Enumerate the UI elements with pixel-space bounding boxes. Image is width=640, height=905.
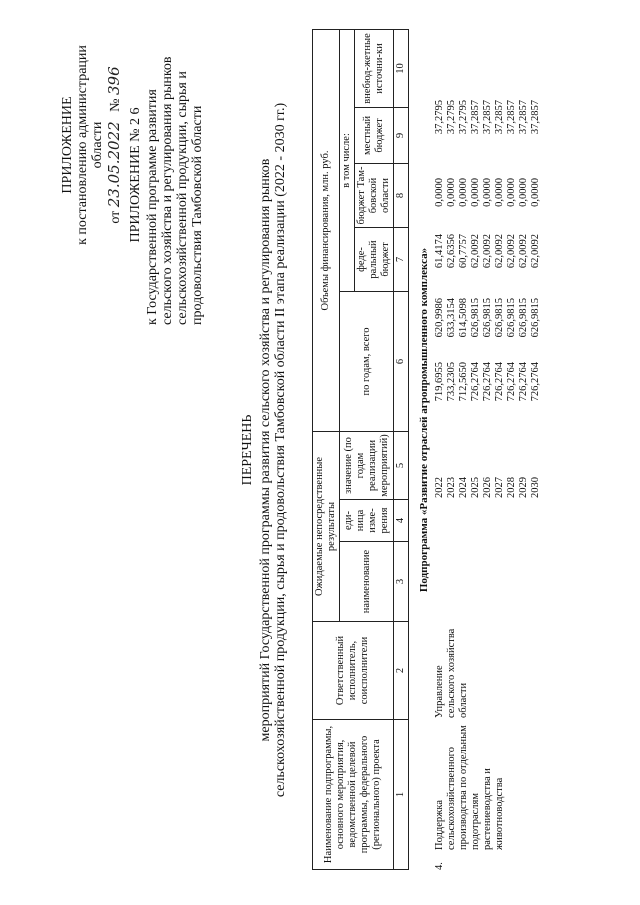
column-number: 3 (394, 542, 409, 622)
column-number: 10 (394, 29, 409, 107)
row-federal: 626,9815 (494, 298, 505, 338)
header-row-1 (313, 29, 340, 869)
header-federal: феде-ральный бюджет (355, 227, 394, 291)
document-title-line: сельскохозяйственной продукции, сырья и продовольствия Тамбовской области II этапа реализации (2022 - 2030 гг.) (273, 102, 288, 798)
row-total: 719,6955 (434, 362, 445, 402)
table-row (458, 30, 470, 500)
header-regional: бюджет Там-бовской области (355, 163, 394, 227)
column-number: 2 (394, 622, 409, 720)
row-year: 2030 (530, 477, 541, 498)
appendix2-line: сельского хозяйства и регулирования рынков (160, 56, 175, 325)
row-extrabudget: 37,2857 (506, 100, 517, 135)
column-numbers-row (394, 29, 409, 869)
item-number: 4. (434, 862, 445, 870)
row-year: 2028 (506, 477, 517, 498)
appendix2-line: сельскохозяйственной продукции, сырья и (175, 71, 190, 325)
row-total: 726,2764 (482, 362, 493, 402)
measures-table (312, 29, 409, 870)
header-name: Наименование подпрограммы, основного мероприятия, ведомственной целевой программы, федерального (регионального) проекта (313, 720, 394, 870)
row-total: 712,5650 (458, 362, 469, 402)
row-total: 726,2764 (494, 362, 505, 402)
column-number: 4 (394, 500, 409, 542)
row-local: 0,0000 (494, 178, 505, 207)
row-local: 0,0000 (446, 178, 457, 207)
row-federal: 626,9815 (470, 298, 481, 338)
row-federal: 614,5098 (458, 298, 469, 338)
header-value: значение (по годам реализации мероприятий) (340, 431, 394, 499)
column-number: 9 (394, 107, 409, 163)
row-regional: 62,0092 (482, 234, 493, 269)
funding-rows (434, 30, 542, 500)
table-row (506, 30, 518, 500)
item-name: Поддержка сельскохозяйственного производства по отдельным подотраслям растениеводства и животноводства (434, 725, 505, 850)
row-year: 2023 (446, 477, 457, 498)
table-row (470, 30, 482, 500)
row-regional: 60,7757 (458, 234, 469, 269)
row-federal: 626,9815 (506, 298, 517, 338)
header-including: в том числе: (340, 29, 355, 291)
row-federal: 626,9815 (482, 298, 493, 338)
appendix2-line: к Государственной программе развития (145, 89, 160, 325)
item-executor: Управление сельского хозяйства области (434, 628, 469, 718)
row-total: 726,2764 (518, 362, 529, 402)
row-extrabudget: 37,2857 (494, 100, 505, 135)
appendix-header (60, 25, 123, 265)
column-number: 7 (394, 227, 409, 291)
row-extrabudget: 37,2795 (458, 100, 469, 135)
table-row (482, 30, 494, 500)
appendix-date-line (107, 25, 123, 265)
column-number: 6 (394, 291, 409, 431)
appendix-title: ПРИЛОЖЕНИЕ (60, 96, 75, 194)
row-year: 2022 (434, 477, 445, 498)
row-total: 726,2764 (506, 362, 517, 402)
row-regional: 62,0092 (530, 234, 541, 269)
table-row (434, 30, 446, 500)
document-title (240, 30, 288, 870)
header-extrabudget: внебюд-жетные источни-ки (355, 29, 394, 107)
header-total: по годам, всего (340, 291, 394, 431)
table-row (518, 30, 530, 500)
appendix2-block (128, 25, 205, 325)
row-federal: 626,9815 (530, 298, 541, 338)
column-number: 5 (394, 431, 409, 499)
document-heading: ПЕРЕЧЕНЬ (240, 414, 255, 486)
row-regional: 62,0092 (518, 234, 529, 269)
appendix2-line: продовольствия Тамбовской области (190, 105, 205, 325)
row-total: 726,2764 (470, 362, 481, 402)
row-extrabudget: 37,2795 (434, 100, 445, 135)
row-regional: 62,0092 (470, 234, 481, 269)
column-number: 8 (394, 163, 409, 227)
row-year: 2025 (470, 477, 481, 498)
row-year: 2029 (518, 477, 529, 498)
table-row (494, 30, 506, 500)
row-extrabudget: 37,2857 (518, 100, 529, 135)
header-expected-results: Ожидаемые непосредственные результаты (313, 431, 340, 621)
row-extrabudget: 37,2795 (446, 100, 457, 135)
date-prefix: от (108, 210, 123, 224)
row-local: 0,0000 (518, 178, 529, 207)
row-federal: 626,9815 (518, 298, 529, 338)
row-year: 2027 (494, 477, 505, 498)
document-title-line: мероприятий Государственной программы развития сельского хозяйства и регулирования рынков (258, 158, 273, 742)
row-regional: 62,6356 (446, 234, 457, 269)
number-prefix: № (108, 98, 123, 112)
row-total: 726,2764 (530, 362, 541, 402)
row-federal: 633,3154 (446, 298, 457, 338)
subprogram-title: Подпрограмма «Развитие отраслей агропромышленного комплекса» (418, 247, 430, 593)
row-local: 0,0000 (482, 178, 493, 207)
table-row (530, 30, 542, 500)
table-row (446, 30, 458, 500)
row-regional: 61,4174 (434, 234, 445, 269)
row-local: 0,0000 (506, 178, 517, 207)
row-total: 733,2305 (446, 362, 457, 402)
row-extrabudget: 37,2857 (470, 100, 481, 135)
row-year: 2026 (482, 477, 493, 498)
header-result-name: наименование (340, 542, 394, 622)
row-regional: 62,0092 (494, 234, 505, 269)
row-extrabudget: 37,2857 (482, 100, 493, 135)
handwritten-date: 23.05.2022 (105, 121, 123, 208)
row-regional: 62,0092 (506, 234, 517, 269)
header-local: местный бюджет (355, 107, 394, 163)
row-extrabudget: 37,2857 (530, 100, 541, 135)
row-local: 0,0000 (530, 178, 541, 207)
row-local: 0,0000 (458, 178, 469, 207)
appendix-line: к постановлению администрации области (75, 45, 105, 245)
row-year: 2024 (458, 477, 469, 498)
row-local: 0,0000 (434, 178, 445, 207)
header-unit: еди-ница изме-рения (340, 500, 394, 542)
header-executor: Ответственный исполнитель, соисполнители (313, 622, 394, 720)
column-number: 1 (394, 720, 409, 870)
row-federal: 620,9986 (434, 298, 445, 338)
handwritten-number: 396 (105, 66, 123, 95)
header-funding: Объемы финансирования, млн. руб. (313, 29, 340, 431)
row-local: 0,0000 (470, 178, 481, 207)
appendix2-title: ПРИЛОЖЕНИЕ № 2 6 (128, 107, 143, 243)
